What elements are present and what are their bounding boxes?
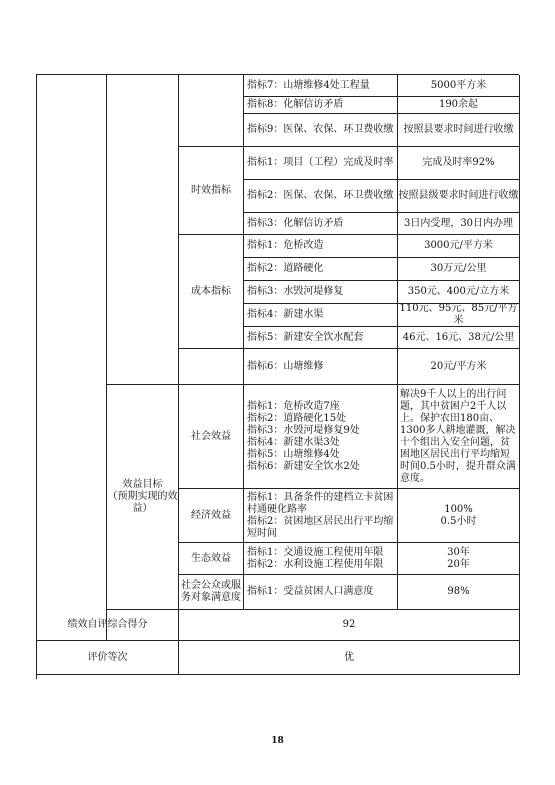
indicator-value: 按照县级要求时间进行收缴 (398, 180, 520, 213)
indicator-value: 5000平方米 (398, 75, 520, 97)
indicator-value: 完成及时率92% (398, 147, 520, 180)
social-benefit-indicators: 指标1：危桥改造7座 指标2：道路硬化15处 指标3：水毁河堤修复9处 指标4：新建水渠3处 指标5：山塘维修4处 指标6：新建安全饮水2处 (244, 385, 398, 489)
economic-benefit-label: 经济效益 (179, 489, 244, 543)
indicator-value: 30万元/公里 (398, 258, 520, 281)
subcategory-cell-blank (107, 75, 179, 385)
indicator-text: 指标1：危桥改造 (244, 235, 398, 258)
category-cell-blank (37, 75, 107, 641)
indicator-text: 指标4：新建水渠 (244, 304, 398, 327)
grade-value: 优 (179, 641, 520, 675)
economic-benefit-value: 100% 0.5小时 (398, 489, 520, 543)
benefit-target-label: 效益目标 （预期实现的效益） (107, 385, 179, 610)
cost-label: 成本指标 (179, 235, 244, 349)
indicator-text: 指标3：化解信访矛盾 (244, 213, 398, 235)
economic-benefit-indicators: 指标1：具备条件的建档立卡贫困村通硬化路率 指标2：贫困地区居民出行平均缩短时间 (244, 489, 398, 543)
indicator-text: 指标9：医保、农保、环卫费收缴 (244, 114, 398, 147)
indicator-value: 110元、95元、85元/平方米 (398, 304, 520, 327)
indicator-value: 350元、400元/立方米 (398, 281, 520, 304)
indicator-text: 指标5：新建安全饮水配套 (244, 327, 398, 349)
satisfaction-indicator: 指标1：受益贫困人口满意度 (244, 575, 398, 610)
grade-label: 评价等次 (37, 641, 179, 675)
score-label: 绩效自评综合得分 (37, 610, 179, 641)
indicator-text: 指标8：化解信访矛盾 (244, 97, 398, 114)
indicator-value: 46元、16元、38元/公里 (398, 327, 520, 349)
ecological-benefit-indicators: 指标1：交通设施工程使用年限 指标2：水利设施工程使用年限 (244, 543, 398, 575)
social-benefit-value: 解决9千人以上的出行问题，其中贫困户2千人以上。保护农田180亩、1300多人耕地灌溉，解决十个组出入安全问题，贫困地区居民出行平均缩短时间0.5小时，提升群众满意度。 (398, 385, 520, 489)
indicator-text: 指标2：道路硬化 (244, 258, 398, 281)
indicator-type-blank (179, 349, 244, 385)
indicator-value: 20元/平方米 (398, 349, 520, 385)
performance-evaluation-table (36, 74, 519, 679)
timeliness-label: 时效指标 (179, 147, 244, 235)
indicator-type-blank (179, 75, 244, 147)
indicator-text: 指标6：山塘维修 (244, 349, 398, 385)
ecological-benefit-value: 30年 20年 (398, 543, 520, 575)
page-number: 18 (271, 736, 284, 746)
indicator-value: 3000元/平方米 (398, 235, 520, 258)
satisfaction-value: 98% (398, 575, 520, 610)
ecological-benefit-label: 生态效益 (179, 543, 244, 575)
indicator-text: 指标1：项目（工程）完成及时率 (244, 147, 398, 180)
indicator-value: 190余起 (398, 97, 520, 114)
indicator-text: 指标2：医保、农保、环卫费收缴 (244, 180, 398, 213)
satisfaction-label: 社会公众或服务对象满意度 (179, 575, 244, 610)
indicator-value: 按照县要求时间进行收缴 (398, 114, 520, 147)
indicator-text: 指标3：水毁河堤修复 (244, 281, 398, 304)
indicator-text: 指标7：山塘维修4处工程量 (244, 75, 398, 97)
score-value: 92 (179, 610, 520, 641)
indicator-value: 3日内受理，30日内办理 (398, 213, 520, 235)
social-benefit-label: 社会效益 (179, 385, 244, 489)
